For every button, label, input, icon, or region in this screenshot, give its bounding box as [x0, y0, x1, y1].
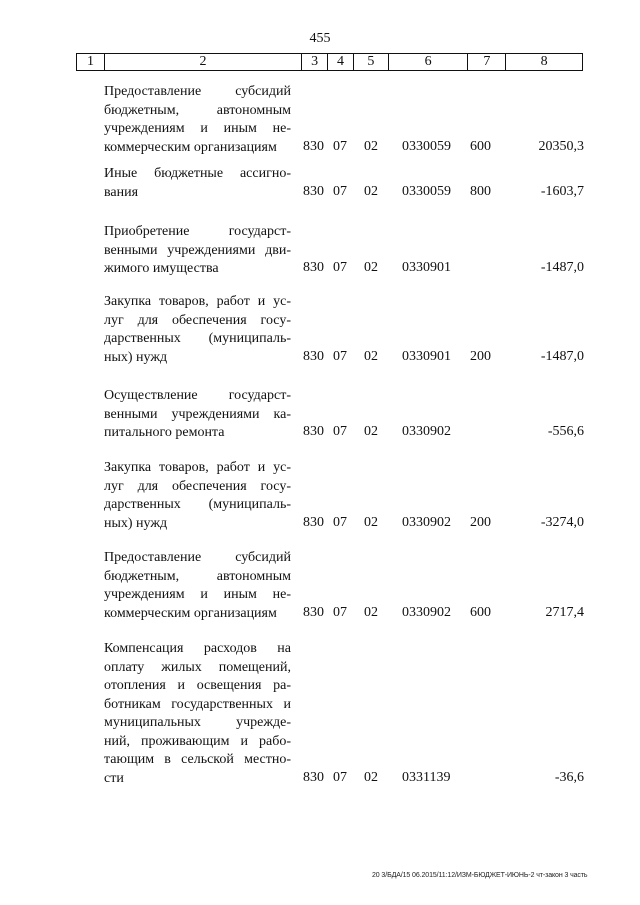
expense-item-name-line: Предоставление субсидий [104, 84, 291, 99]
ministry-code: 830 [303, 183, 324, 199]
ministry-code: 830 [303, 604, 324, 620]
expense-item-name-line: ных) нужд [104, 515, 168, 531]
ministry-code: 830 [303, 260, 324, 275]
subsection-code: 02 [364, 514, 378, 530]
column-header-3: 3 [301, 54, 327, 70]
expense-item-name [104, 83, 291, 157]
amount-change: -1487,0 [540, 260, 584, 275]
expense-item-name [104, 293, 291, 367]
expense-item-name-line: отопления и освещения ра- [104, 678, 291, 693]
expense-item-name-line: бюджетным, автономным [104, 568, 291, 584]
expense-item-name-line: коммерческим организациям [104, 605, 277, 621]
expense-item-name-line: ний, проживающим и рабо- [104, 733, 291, 749]
target-article-code: 0330902 [402, 424, 451, 439]
expense-type-code: 200 [470, 348, 491, 364]
expense-type-code: 200 [470, 514, 491, 530]
section-code: 07 [333, 424, 347, 439]
expense-item-name-line: Предоставление субсидий [104, 550, 291, 565]
footer-file-reference: 20 3/БДА/15 06.2015/11:12/ИЗМ-БЮДЖЕТ-ИЮНЬ-2 чт-закон 3 часть [372, 872, 588, 879]
subsection-code: 02 [364, 138, 378, 154]
section-code: 07 [333, 348, 347, 364]
ministry-code: 830 [303, 348, 324, 364]
subsection-code: 02 [364, 260, 378, 275]
expense-type-code: 600 [470, 604, 491, 620]
target-article-code: 0330059 [402, 183, 451, 199]
expense-item-name-line: дарственных (муниципаль- [104, 331, 291, 346]
section-code: 07 [333, 183, 347, 199]
expense-item-name-line: питального ремонта [104, 425, 225, 440]
expense-item-name-line: учреждениям и иным не- [104, 121, 291, 136]
expense-item-name-line: оплату жилых помещений, [104, 659, 291, 675]
expense-item-name-line: Компенсация расходов на [104, 641, 291, 656]
expense-item-name-line: Закупка товаров, работ и ус- [104, 460, 291, 475]
ministry-code: 830 [303, 138, 324, 154]
expense-item-name-line: Закупка товаров, работ и ус- [104, 294, 291, 309]
subsection-code: 02 [364, 424, 378, 439]
subsection-code: 02 [364, 604, 378, 620]
amount-change: -1487,0 [540, 348, 584, 364]
section-code: 07 [333, 514, 347, 530]
target-article-code: 0330059 [402, 138, 451, 154]
amount-change: -556,6 [547, 424, 584, 439]
section-code: 07 [333, 260, 347, 275]
expense-item-name-line: венными учреждениями дви- [104, 242, 291, 258]
target-article-code: 0331139 [402, 769, 451, 785]
expense-item-name-line: вания [104, 184, 139, 200]
expense-item-name-line: луг для обеспечения госу- [104, 478, 291, 494]
amount-change: -1603,7 [540, 183, 584, 199]
column-header-2: 2 [104, 54, 301, 70]
column-header-4: 4 [327, 54, 353, 70]
expense-item-name-line: бюджетным, автономным [104, 102, 291, 118]
expense-item-name-line: коммерческим организациям [104, 139, 277, 155]
amount-change: 2717,4 [545, 604, 584, 620]
expense-item-name-line: муниципальных учрежде- [104, 715, 291, 730]
column-number-header [76, 53, 583, 71]
ministry-code: 830 [303, 514, 324, 530]
expense-type-code: 800 [470, 183, 491, 199]
amount-change: -3274,0 [540, 514, 584, 530]
expense-item-name-line: ботникам государственных и [104, 696, 291, 712]
target-article-code: 0330901 [402, 348, 451, 364]
subsection-code: 02 [364, 769, 378, 785]
column-header-8: 8 [505, 54, 582, 70]
expense-item-name [104, 549, 291, 623]
target-article-code: 0330902 [402, 604, 451, 620]
expense-item-name-line: жимого имущества [104, 261, 219, 276]
column-header-1: 1 [86, 54, 94, 69]
expense-item-name [104, 640, 291, 788]
section-code: 07 [333, 604, 347, 620]
section-code: 07 [333, 769, 347, 785]
expense-type-code: 600 [470, 138, 491, 154]
column-header-6: 6 [388, 54, 468, 70]
amount-change: -36,6 [554, 769, 584, 785]
expense-item-name [104, 459, 291, 533]
column-header-7: 7 [467, 54, 505, 70]
expense-item-name-line: ных) нужд [104, 349, 168, 365]
section-code: 07 [333, 138, 347, 154]
ministry-code: 830 [303, 769, 324, 785]
expense-item-name-line: Иные бюджетные ассигно- [104, 166, 291, 181]
subsection-code: 02 [364, 348, 378, 364]
expense-item-name [104, 223, 291, 279]
expense-item-name [104, 165, 291, 202]
expense-item-name-line: дарственных (муниципаль- [104, 497, 291, 512]
amount-change: 20350,3 [538, 138, 584, 154]
expense-item-name-line: венными учреждениями ка- [104, 406, 291, 422]
expense-item-name-line: сти [104, 770, 124, 786]
expense-item-name-line: тающим в сельской местно- [104, 752, 291, 767]
target-article-code: 0330902 [402, 514, 451, 530]
expense-item-name-line: луг для обеспечения госу- [104, 312, 291, 328]
target-article-code: 0330901 [402, 260, 451, 275]
subsection-code: 02 [364, 183, 378, 199]
page-number: 455 [309, 31, 331, 46]
column-header-5: 5 [353, 54, 388, 70]
expense-item-name [104, 387, 291, 443]
expense-item-name-line: учреждениям и иным не- [104, 587, 291, 602]
expense-item-name-line: Приобретение государст- [104, 224, 291, 239]
ministry-code: 830 [303, 424, 324, 439]
expense-item-name-line: Осуществление государст- [104, 388, 291, 403]
